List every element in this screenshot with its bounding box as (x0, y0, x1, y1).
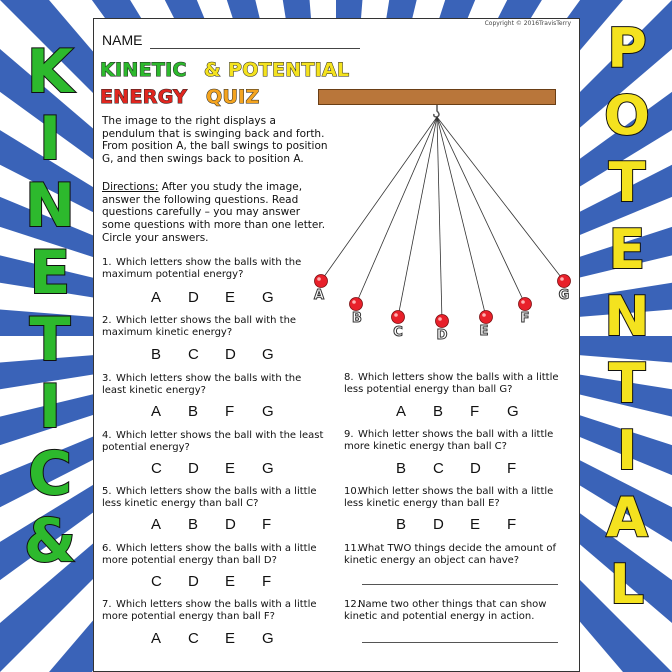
pendulum-ball (558, 275, 571, 288)
pendulum-hook (434, 105, 439, 117)
answer-line[interactable] (362, 642, 558, 643)
ball-highlight (394, 313, 398, 317)
answer-choices-10 (396, 516, 544, 533)
answer-choice[interactable]: E (225, 573, 236, 590)
answer-choice[interactable]: F (262, 573, 272, 590)
pendulum-ball (350, 298, 363, 311)
answer-choices-4 (151, 460, 299, 477)
answer-choice[interactable]: G (262, 630, 274, 647)
side-letter: & (23, 506, 77, 576)
question-6: 6. Which letters show the balls with a little more potential energy than ball D? (102, 543, 317, 566)
answer-choice[interactable]: G (507, 403, 519, 420)
answer-choice[interactable]: E (225, 460, 236, 477)
title-kinetic: KINETIC (100, 59, 187, 81)
question-8: 8. Which letters show the balls with a little less potential energy than ball G? (344, 372, 559, 395)
pendulum-label: F (520, 311, 530, 326)
side-letter: N (24, 171, 76, 241)
pendulum-string (437, 117, 442, 321)
answer-line[interactable] (362, 584, 558, 585)
ball-highlight (521, 300, 525, 304)
side-letter: E (29, 238, 71, 308)
answer-choice[interactable]: F (507, 516, 517, 533)
ball-highlight (482, 313, 486, 317)
pendulum-string (321, 117, 437, 281)
side-letter: I (616, 419, 638, 482)
answer-choice[interactable]: F (470, 403, 480, 420)
pendulum-ball (519, 298, 532, 311)
question-11: 11.What TWO things decide the amount of kinetic energy an object can have? (344, 543, 557, 566)
answer-choice[interactable]: B (188, 403, 199, 420)
pendulum-label: E (479, 324, 489, 339)
side-letter: T (608, 151, 646, 214)
side-letter: E (608, 218, 646, 281)
answer-choice[interactable]: E (470, 516, 481, 533)
quiz-worksheet (93, 18, 580, 672)
pendulum-label: G (558, 288, 570, 303)
title-ampersand: & (204, 59, 221, 81)
question-4: 4. Which letter shows the ball with the least potential energy? (102, 430, 324, 453)
ball-highlight (352, 300, 356, 304)
directions-text: After you study the image, answer the following questions. Read questions carefully – you may answer some questions with more than one letter. Circle your answers. (102, 181, 326, 244)
answer-choice[interactable]: D (433, 516, 444, 533)
pendulum-diagram (294, 105, 581, 365)
side-letter: K (26, 37, 74, 107)
title-quiz: QUIZ (206, 86, 260, 108)
answer-choices-5 (151, 516, 299, 533)
answer-choice[interactable]: A (396, 403, 407, 420)
answer-choice[interactable]: F (262, 516, 272, 533)
answer-choices-6 (151, 573, 299, 590)
pendulum-label: D (436, 328, 448, 343)
answer-choice[interactable]: D (188, 289, 199, 306)
answer-choice[interactable]: D (188, 460, 199, 477)
answer-choice[interactable]: C (433, 460, 444, 477)
pendulum-ball (392, 311, 405, 324)
pendulum-label: B (352, 311, 362, 326)
answer-choice[interactable]: D (188, 573, 199, 590)
question-9: 9. Which letter shows the ball with a little more kinetic energy than ball C? (344, 429, 554, 452)
pendulum-label: A (313, 288, 325, 303)
answer-choice[interactable]: A (151, 289, 162, 306)
answer-choice[interactable]: A (151, 403, 162, 420)
pendulum-string (398, 117, 437, 317)
answer-choice[interactable]: F (225, 403, 235, 420)
answer-choice[interactable]: F (507, 460, 517, 477)
answer-choice[interactable]: B (396, 516, 407, 533)
answer-choice[interactable]: G (262, 403, 274, 420)
pendulum-string (437, 117, 525, 304)
answer-choice[interactable]: A (151, 630, 162, 647)
intro-paragraph: The image to the right displays a pendulum that is swinging back and forth. From position A, the ball swings to position G, and then swings back to position A. (102, 115, 328, 166)
question-2: 2. Which letter shows the ball with the maximum kinetic energy? (102, 315, 297, 338)
side-letter: T (608, 352, 646, 415)
answer-choices-8 (396, 403, 544, 420)
answer-choice[interactable]: B (396, 460, 407, 477)
answer-choice[interactable]: B (188, 516, 199, 533)
name-label: NAME (102, 32, 143, 48)
side-letter: I (38, 104, 62, 174)
pendulum-beam (318, 89, 556, 105)
side-letter: C (27, 439, 73, 509)
title-energy: ENERGY (100, 86, 188, 108)
answer-choice[interactable]: A (151, 516, 162, 533)
question-1: 1. Which letters show the balls with the maximum potential energy? (102, 257, 302, 280)
side-letter: O (604, 84, 650, 147)
directions-label: Directions: (102, 181, 159, 193)
answer-choice[interactable]: G (262, 460, 274, 477)
side-letter: N (604, 285, 650, 348)
ball-highlight (438, 317, 442, 321)
answer-choice[interactable]: B (151, 346, 162, 363)
answer-choices-3 (151, 403, 299, 420)
answer-choices-9 (396, 460, 544, 477)
side-letter: A (606, 486, 648, 549)
name-field-line[interactable] (150, 48, 360, 49)
answer-choice[interactable]: G (262, 346, 274, 363)
answer-choice[interactable]: G (262, 289, 274, 306)
pendulum-ball (436, 315, 449, 328)
answer-choice[interactable]: C (188, 630, 199, 647)
ball-highlight (560, 277, 564, 281)
pendulum-label: C (393, 325, 403, 340)
answer-choice[interactable]: C (151, 573, 162, 590)
question-10: 10.Which letter shows the ball with a little less kinetic energy than ball E? (344, 486, 554, 509)
pendulum-string (437, 117, 486, 317)
side-letter: L (609, 553, 645, 616)
answer-choice[interactable]: B (433, 403, 444, 420)
title-potential: POTENTIAL (228, 59, 350, 81)
pendulum-string (356, 117, 437, 304)
side-letter: P (607, 17, 647, 80)
question-3: 3. Which letters show the balls with the least kinetic energy? (102, 373, 302, 396)
answer-choice[interactable]: D (225, 346, 236, 363)
question-12: 12.Name two other things that can show kinetic and potential energy in action. (344, 599, 547, 622)
pendulum-ball (480, 311, 493, 324)
question-5: 5. Which letters show the balls with a little less kinetic energy than ball C? (102, 486, 317, 509)
answer-choice[interactable]: C (188, 346, 199, 363)
answer-choice[interactable]: E (225, 630, 236, 647)
side-letter: T (29, 305, 71, 375)
pendulum-string (437, 117, 564, 281)
answer-choice[interactable]: C (151, 460, 162, 477)
side-letter: I (38, 372, 62, 442)
answer-choices-2 (151, 346, 299, 363)
answer-choice[interactable]: D (470, 460, 481, 477)
question-7: 7. Which letters show the balls with a little more potential energy than ball F? (102, 599, 317, 622)
copyright-notice: Copyright © 2016TravisTerry (484, 20, 571, 27)
answer-choices-7 (151, 630, 299, 647)
kinetic-side-word (10, 37, 90, 578)
potential-side-word (590, 17, 664, 625)
answer-choices-1 (151, 289, 299, 306)
answer-choice[interactable]: E (225, 289, 236, 306)
answer-choice[interactable]: D (225, 516, 236, 533)
